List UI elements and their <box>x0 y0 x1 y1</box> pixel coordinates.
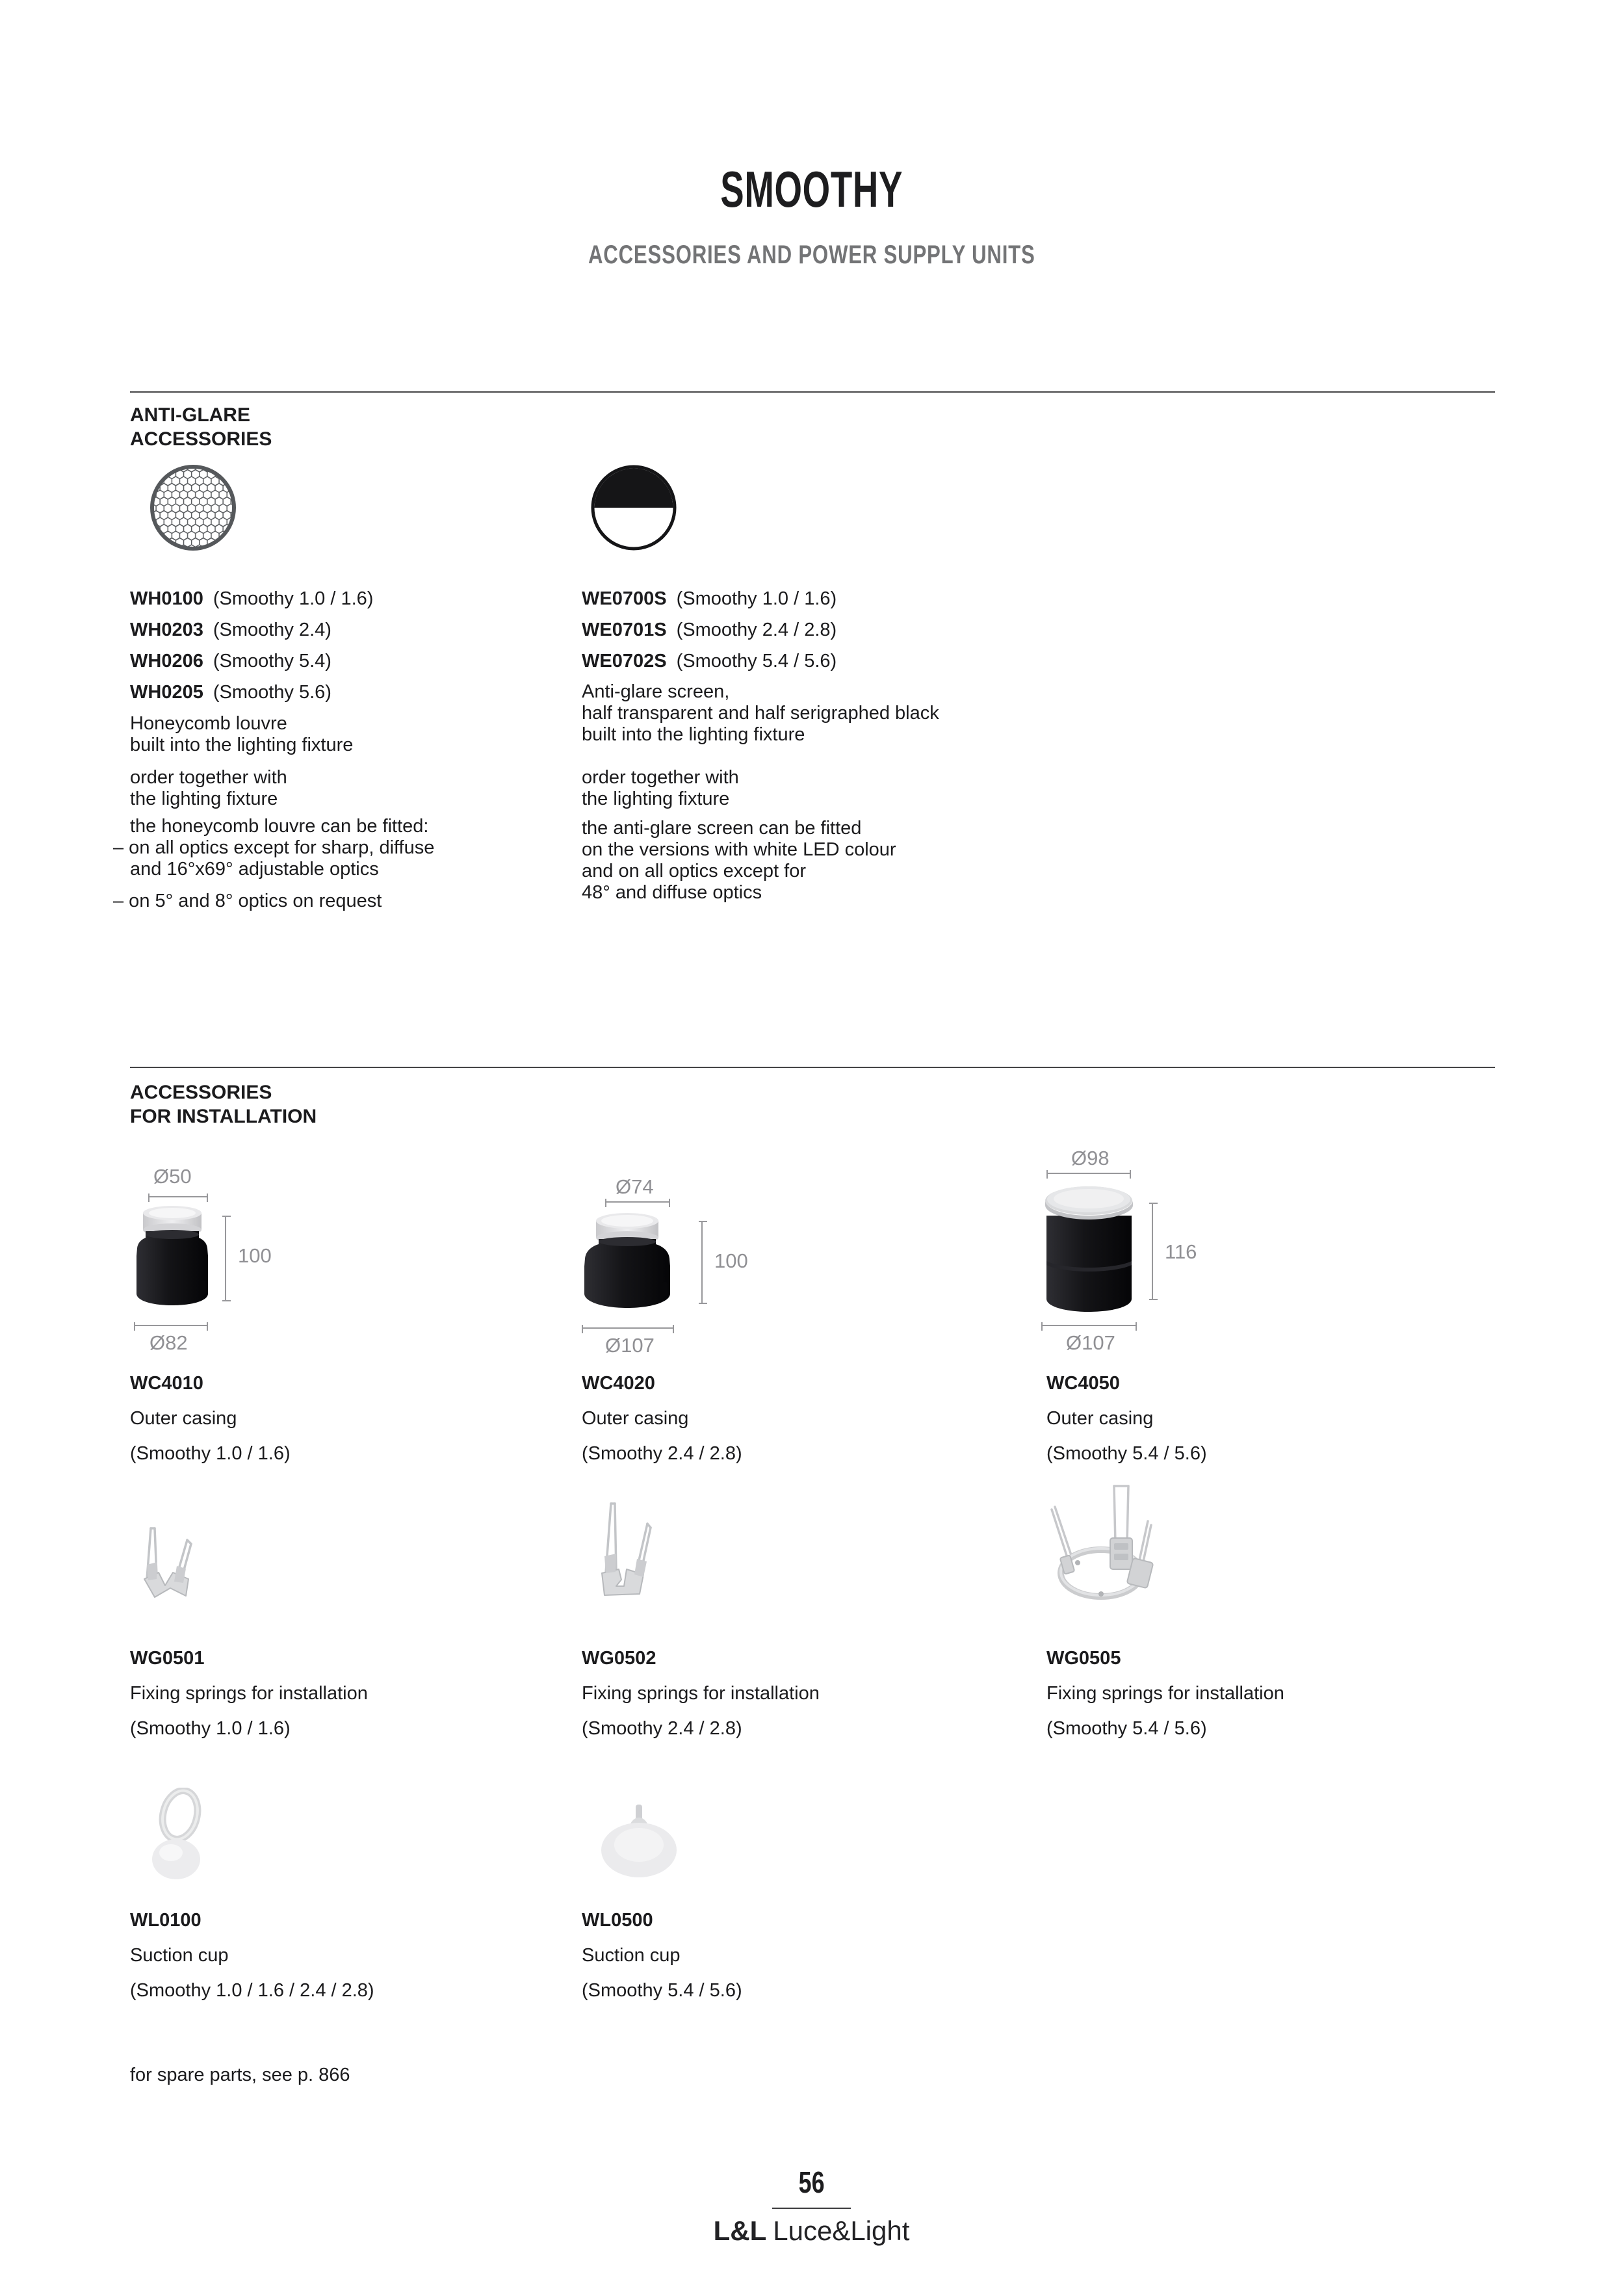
product-name: Fixing springs for installation <box>1046 1683 1284 1704</box>
product-code: WE0700S <box>582 588 667 609</box>
product-name: Fixing springs for installation <box>582 1683 820 1704</box>
dim-bottom-label: Ø82 <box>149 1331 188 1354</box>
page-title: SMOOTHY <box>720 161 903 218</box>
product-variant: (Smoothy 5.4 / 5.6) <box>582 1980 742 2001</box>
brand-logo-text: Luce&Light <box>773 2215 910 2246</box>
text-line: the honeycomb louvre can be fitted: <box>130 816 429 837</box>
product-variant: (Smoothy 2.4 / 2.8) <box>582 1718 742 1739</box>
dimension-drawing-wc4020 <box>582 1164 881 1365</box>
product-variant: (Smoothy 1.0 / 1.6 / 2.4 / 2.8) <box>130 1980 374 2001</box>
text-line: the anti-glare screen can be fitted <box>582 818 862 839</box>
text-line: built into the lighting fixture <box>582 724 805 745</box>
product-code: WC4050 <box>1046 1373 1120 1394</box>
product-variant: (Smoothy 1.0 / 1.6) <box>130 1443 291 1464</box>
footer-divider <box>772 2208 851 2209</box>
dim-top-label: Ø74 <box>616 1175 654 1198</box>
page-subtitle: ACCESSORIES AND POWER SUPPLY UNITS <box>588 241 1035 269</box>
anti-glare-left-codes <box>130 588 578 718</box>
product-name: Fixing springs for installation <box>130 1683 368 1704</box>
text-line: the lighting fixture <box>582 789 730 809</box>
product-code-row <box>130 682 331 703</box>
paragraph <box>582 818 896 904</box>
product-variant: (Smoothy 2.4) <box>213 620 331 640</box>
product-variant: (Smoothy 5.4 / 5.6) <box>1046 1443 1207 1464</box>
product-code-row <box>582 620 837 641</box>
product-photo-wc4010 <box>134 1204 211 1309</box>
dim-line-height <box>1152 1203 1153 1300</box>
dim-line-top <box>148 1196 208 1197</box>
product-variant: (Smoothy 1.0 / 1.6) <box>130 1718 291 1739</box>
product-photo-wc4020 <box>582 1209 673 1313</box>
paragraph <box>130 767 287 810</box>
product-code: WG0502 <box>582 1648 656 1669</box>
dim-line-height <box>225 1216 226 1301</box>
product-code-row <box>582 651 837 672</box>
text-line-bulleted: – on all optics except for sharp, diffuse <box>113 837 435 858</box>
product-code: WG0501 <box>130 1648 205 1669</box>
text-line: and on all optics except for <box>582 861 806 881</box>
dimension-drawing-wc4050 <box>1046 1145 1358 1366</box>
text-line: and 16°x69° adjustable optics <box>130 859 379 880</box>
page-header <box>0 160 1623 219</box>
paragraph <box>582 681 939 746</box>
text-line-bulleted: – on 5° and 8° optics on request <box>113 891 382 911</box>
text-line: Honeycomb louvre <box>130 713 287 734</box>
product-name: Suction cup <box>582 1945 681 1966</box>
section-divider <box>130 1067 1495 1068</box>
dim-line-bottom <box>1041 1325 1137 1326</box>
page-number-wrap <box>0 2165 1623 2200</box>
product-variant: (Smoothy 5.4) <box>213 651 331 672</box>
product-variant: (Smoothy 5.4 / 5.6) <box>676 651 837 672</box>
product-code-row <box>582 588 837 610</box>
dim-top-label: Ø50 <box>153 1165 192 1188</box>
heading-line: ACCESSORIES <box>130 428 272 450</box>
dim-line-top <box>605 1201 670 1203</box>
dim-line-top <box>1046 1173 1131 1174</box>
product-variant: (Smoothy 2.4 / 2.8) <box>582 1443 742 1464</box>
product-variant: (Smoothy 2.4 / 2.8) <box>676 620 837 640</box>
brand-logo <box>0 2215 1623 2247</box>
brand-logo-mark: L&L <box>713 2215 767 2246</box>
heading-line: ACCESSORIES <box>130 1082 272 1103</box>
text-line: built into the lighting fixture <box>130 735 354 755</box>
spare-parts-note: for spare parts, see p. 866 <box>130 2065 350 2085</box>
dimension-drawing-wc4010 <box>130 1164 429 1365</box>
text-line: half transparent and half serigraphed black <box>582 703 939 724</box>
dim-height-label: 100 <box>714 1249 748 1272</box>
product-code: WC4010 <box>130 1373 203 1394</box>
product-code-row <box>130 620 331 641</box>
dim-line-bottom <box>582 1327 674 1329</box>
dim-bottom-label: Ø107 <box>1066 1331 1115 1354</box>
product-code-row <box>130 651 331 672</box>
product-code: WL0500 <box>582 1910 653 1931</box>
text-line: on the versions with white LED colour <box>582 839 896 860</box>
product-photo-wc4050 <box>1041 1182 1137 1318</box>
product-code: WH0206 <box>130 651 203 672</box>
page-number: 56 <box>798 2165 825 2199</box>
product-code: WH0203 <box>130 620 203 640</box>
dim-height-label: 100 <box>238 1244 272 1267</box>
dim-height-label: 116 <box>1165 1240 1197 1263</box>
text-line: order together with <box>582 767 739 788</box>
text-line: the lighting fixture <box>130 789 278 809</box>
text-line: 48° and diffuse optics <box>582 882 762 903</box>
page-subtitle-wrap <box>0 241 1623 270</box>
paragraph <box>113 891 382 912</box>
product-variant: (Smoothy 5.6) <box>213 682 331 703</box>
dim-bottom-label: Ø107 <box>605 1334 655 1357</box>
product-photo-wg0505 <box>1046 1483 1156 1603</box>
paragraph <box>582 767 739 810</box>
product-variant: (Smoothy 1.0 / 1.6) <box>676 588 837 609</box>
anti-glare-right-codes <box>582 588 1102 692</box>
section-divider <box>130 391 1495 393</box>
product-variant: (Smoothy 1.0 / 1.6) <box>213 588 374 609</box>
product-name: Suction cup <box>130 1945 229 1966</box>
product-photo-wg0502 <box>585 1500 656 1604</box>
product-code: WH0205 <box>130 682 203 703</box>
product-code: WE0702S <box>582 651 667 672</box>
product-photo-wg0501 <box>135 1524 203 1604</box>
product-photo-wl0100 <box>146 1788 214 1882</box>
text-line: order together with <box>130 767 287 788</box>
product-code: WL0100 <box>130 1910 201 1931</box>
heading-line: FOR INSTALLATION <box>130 1106 317 1127</box>
section-heading-installation <box>130 1080 317 1128</box>
honeycomb-louvre-icon <box>148 463 238 553</box>
product-code: WH0100 <box>130 588 203 609</box>
heading-line: ANTI-GLARE <box>130 404 250 426</box>
product-variant: (Smoothy 5.4 / 5.6) <box>1046 1718 1207 1739</box>
anti-glare-screen-icon <box>589 463 679 553</box>
product-name: Outer casing <box>130 1408 237 1429</box>
product-name: Outer casing <box>582 1408 689 1429</box>
product-name: Outer casing <box>1046 1408 1154 1429</box>
section-heading-anti-glare <box>130 403 272 451</box>
paragraph <box>130 713 353 756</box>
product-code-row <box>130 588 373 610</box>
text-line: Anti-glare screen, <box>582 681 730 702</box>
product-code: WE0701S <box>582 620 667 640</box>
product-photo-wl0500 <box>588 1802 692 1880</box>
product-code: WG0505 <box>1046 1648 1121 1669</box>
dim-top-label: Ø98 <box>1071 1147 1110 1169</box>
dim-line-bottom <box>134 1325 208 1326</box>
product-code: WC4020 <box>582 1373 655 1394</box>
paragraph <box>113 816 435 880</box>
dim-line-height <box>701 1221 703 1304</box>
